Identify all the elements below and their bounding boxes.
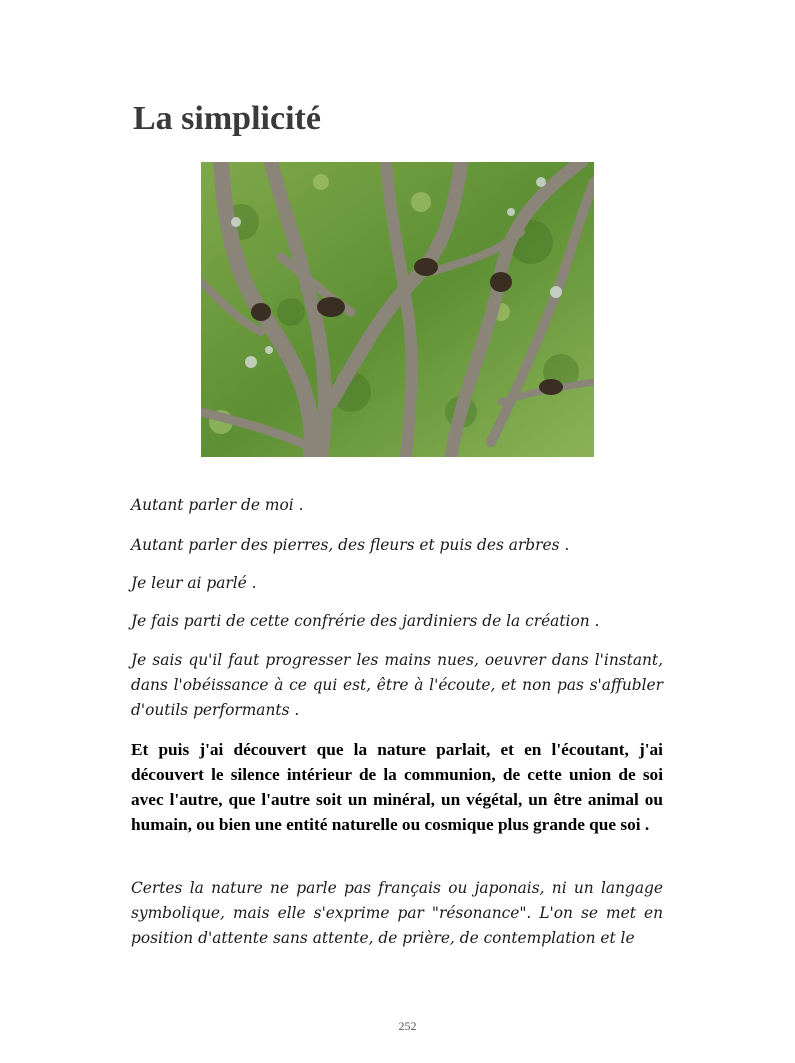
paragraph-7: Certes la nature ne parle pas français ou japonais, ni un langage symbolique, mais elle s'exprime par "résonance". L'on se met en position d'attente sans attente, de prière, de contemplation et le (131, 879, 663, 947)
tree-branches-photo (201, 162, 594, 457)
paragraph-6: Et puis j'ai découvert que la nature parlait, et en l'écoutant, j'ai découvert le silence intérieur de la communion, de cette union de soi avec l'autre, que l'autre soit un minéral, un végétal, un être animal ou humain, ou bien une entité naturelle ou cosmique plus grande que soi . (131, 740, 663, 834)
paragraph-5: Je sais qu'il faut progresser les mains nues, oeuvrer dans l'instant, dans l'obéissance à ce qui est, être à l'écoute, et non pas s'affubler d'outils performants . (131, 651, 663, 719)
paragraph-3: Je leur ai parlé . (131, 574, 257, 592)
paragraph-2: Autant parler des pierres, des fleurs et puis des arbres . (131, 536, 570, 554)
paragraph-4: Je fais parti de cette confrérie des jardiniers de la création . (131, 612, 600, 630)
page-number: 252 (398, 1019, 417, 1033)
page-title: La simplicité (133, 100, 321, 137)
paragraph-1: Autant parler de moi . (131, 496, 304, 514)
